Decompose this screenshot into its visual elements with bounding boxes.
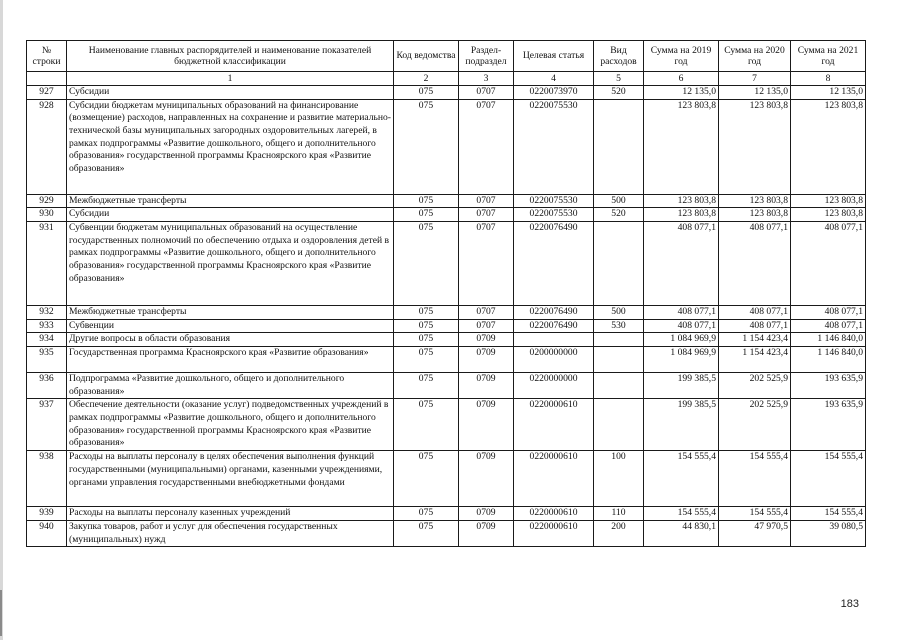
table-row — [27, 221, 866, 305]
header-section: Раздел-подраздел — [459, 41, 514, 72]
row-agency-code: 075 — [394, 346, 459, 372]
table-row — [27, 372, 866, 398]
row-target-item: 0220076490 — [514, 221, 594, 305]
row-name: Расходы на выплаты персоналу в целях обеспечения выполнения функций государственными (муниципальными) органами, казенными учреждениями, органами управления государственными внебюджетными фондами — [67, 451, 394, 507]
row-number: 932 — [27, 305, 67, 319]
row-expense-type — [594, 221, 644, 305]
binding-mark — [0, 590, 2, 636]
column-number-row — [27, 72, 866, 86]
row-number: 929 — [27, 194, 67, 208]
row-amount-2021: 193 635,9 — [791, 372, 866, 398]
row-section: 0709 — [459, 372, 514, 398]
row-section: 0707 — [459, 208, 514, 222]
row-amount-2021: 408 077,1 — [791, 305, 866, 319]
row-expense-type: 200 — [594, 520, 644, 546]
row-amount-2019: 1 084 969,9 — [644, 333, 719, 347]
row-amount-2021: 408 077,1 — [791, 319, 866, 333]
row-name: Закупка товаров, работ и услуг для обеспечения государственных (муниципальных) нужд — [67, 520, 394, 546]
row-agency-code: 075 — [394, 520, 459, 546]
row-target-item: 0220075530 — [514, 194, 594, 208]
row-expense-type: 100 — [594, 451, 644, 507]
row-agency-code: 075 — [394, 86, 459, 100]
row-amount-2019: 199 385,5 — [644, 399, 719, 451]
row-amount-2021: 154 555,4 — [791, 451, 866, 507]
row-target-item: 0220075530 — [514, 99, 594, 194]
row-amount-2019: 44 830,1 — [644, 520, 719, 546]
row-amount-2020: 12 135,0 — [719, 86, 791, 100]
table-row — [27, 399, 866, 451]
row-amount-2021: 408 077,1 — [791, 221, 866, 305]
row-number: 940 — [27, 520, 67, 546]
row-agency-code: 075 — [394, 372, 459, 398]
row-agency-code: 075 — [394, 507, 459, 521]
row-agency-code: 075 — [394, 221, 459, 305]
row-section: 0707 — [459, 99, 514, 194]
row-expense-type: 500 — [594, 305, 644, 319]
row-section: 0709 — [459, 520, 514, 546]
row-amount-2020: 1 154 423,4 — [719, 333, 791, 347]
row-target-item: 0220000610 — [514, 451, 594, 507]
row-amount-2020: 408 077,1 — [719, 221, 791, 305]
row-amount-2019: 408 077,1 — [644, 319, 719, 333]
row-agency-code: 075 — [394, 194, 459, 208]
row-target-item: 0220075530 — [514, 208, 594, 222]
row-target-item: 0220000610 — [514, 507, 594, 521]
table-row — [27, 305, 866, 319]
row-number: 930 — [27, 208, 67, 222]
row-expense-type — [594, 333, 644, 347]
row-section: 0709 — [459, 507, 514, 521]
row-amount-2021: 123 803,8 — [791, 99, 866, 194]
header-expense-type: Вид расходов — [594, 41, 644, 72]
column-number: 2 — [394, 72, 459, 86]
row-target-item: 0220076490 — [514, 319, 594, 333]
column-number: 6 — [644, 72, 719, 86]
row-number: 936 — [27, 372, 67, 398]
budget-table — [26, 40, 866, 547]
column-number: 4 — [514, 72, 594, 86]
row-amount-2020: 123 803,8 — [719, 208, 791, 222]
row-amount-2021: 154 555,4 — [791, 507, 866, 521]
row-amount-2021: 193 635,9 — [791, 399, 866, 451]
column-number: 1 — [67, 72, 394, 86]
row-amount-2020: 408 077,1 — [719, 319, 791, 333]
table-row — [27, 99, 866, 194]
row-agency-code: 075 — [394, 208, 459, 222]
row-name: Субвенции бюджетам муниципальных образований на осуществление государственных полномочий по обеспечению отдыха и оздоровления детей в рамках подпрограммы «Развитие дошкольного, общего и дополнительного образования» государственной программы Красноярского края «Развитие образования» — [67, 221, 394, 305]
row-section: 0709 — [459, 399, 514, 451]
row-amount-2020: 123 803,8 — [719, 194, 791, 208]
row-name: Расходы на выплаты персоналу казенных учреждений — [67, 507, 394, 521]
table-row — [27, 319, 866, 333]
row-number: 927 — [27, 86, 67, 100]
row-number: 935 — [27, 346, 67, 372]
row-target-item: 0220000610 — [514, 399, 594, 451]
row-section: 0707 — [459, 305, 514, 319]
column-number — [27, 72, 67, 86]
row-expense-type — [594, 399, 644, 451]
row-amount-2020: 154 555,4 — [719, 451, 791, 507]
table-row — [27, 451, 866, 507]
row-name: Субвенции — [67, 319, 394, 333]
row-amount-2021: 1 146 840,0 — [791, 333, 866, 347]
row-section: 0707 — [459, 194, 514, 208]
row-name: Государственная программа Красноярского края «Развитие образования» — [67, 346, 394, 372]
row-expense-type: 520 — [594, 208, 644, 222]
row-amount-2021: 123 803,8 — [791, 208, 866, 222]
row-section: 0707 — [459, 86, 514, 100]
row-number: 939 — [27, 507, 67, 521]
column-number: 5 — [594, 72, 644, 86]
row-section: 0709 — [459, 333, 514, 347]
header-target-item: Целевая статья — [514, 41, 594, 72]
row-amount-2021: 12 135,0 — [791, 86, 866, 100]
header-row — [27, 41, 866, 72]
row-amount-2020: 408 077,1 — [719, 305, 791, 319]
row-number: 928 — [27, 99, 67, 194]
row-amount-2021: 1 146 840,0 — [791, 346, 866, 372]
row-target-item: 0220073970 — [514, 86, 594, 100]
column-number: 7 — [719, 72, 791, 86]
row-expense-type — [594, 346, 644, 372]
table-row — [27, 333, 866, 347]
page-left-edge — [0, 0, 3, 640]
row-amount-2019: 154 555,4 — [644, 451, 719, 507]
row-amount-2021: 39 080,5 — [791, 520, 866, 546]
row-number: 938 — [27, 451, 67, 507]
row-number: 931 — [27, 221, 67, 305]
row-amount-2020: 154 555,4 — [719, 507, 791, 521]
row-amount-2019: 408 077,1 — [644, 305, 719, 319]
column-number: 3 — [459, 72, 514, 86]
table-row — [27, 507, 866, 521]
row-amount-2019: 123 803,8 — [644, 208, 719, 222]
row-amount-2019: 123 803,8 — [644, 99, 719, 194]
row-agency-code: 075 — [394, 399, 459, 451]
table-row — [27, 86, 866, 100]
row-amount-2019: 199 385,5 — [644, 372, 719, 398]
row-target-item: 0220000610 — [514, 520, 594, 546]
row-name: Субсидии — [67, 208, 394, 222]
row-name: Межбюджетные трансферты — [67, 194, 394, 208]
row-amount-2021: 123 803,8 — [791, 194, 866, 208]
row-agency-code: 075 — [394, 99, 459, 194]
row-expense-type — [594, 372, 644, 398]
header-row-number: № строки — [27, 41, 67, 72]
row-amount-2020: 47 970,5 — [719, 520, 791, 546]
row-expense-type: 520 — [594, 86, 644, 100]
row-number: 937 — [27, 399, 67, 451]
row-amount-2020: 1 154 423,4 — [719, 346, 791, 372]
row-amount-2019: 408 077,1 — [644, 221, 719, 305]
row-agency-code: 075 — [394, 319, 459, 333]
header-name: Наименование главных распорядителей и наименование показателей бюджетной классификации — [67, 41, 394, 72]
row-section: 0707 — [459, 221, 514, 305]
row-agency-code: 075 — [394, 451, 459, 507]
row-target-item: 0200000000 — [514, 346, 594, 372]
row-amount-2020: 202 525,9 — [719, 372, 791, 398]
row-agency-code: 075 — [394, 333, 459, 347]
row-amount-2019: 123 803,8 — [644, 194, 719, 208]
row-expense-type: 500 — [594, 194, 644, 208]
row-expense-type: 530 — [594, 319, 644, 333]
row-amount-2019: 1 084 969,9 — [644, 346, 719, 372]
row-amount-2019: 154 555,4 — [644, 507, 719, 521]
column-number: 8 — [791, 72, 866, 86]
row-amount-2020: 202 525,9 — [719, 399, 791, 451]
page-number: 183 — [840, 598, 859, 610]
row-number: 933 — [27, 319, 67, 333]
row-name: Обеспечение деятельности (оказание услуг) подведомственных учреждений в рамках подпрограммы «Развитие дошкольного, общего и дополнительного образования» государственной программы Красноярского края «Развитие образования» — [67, 399, 394, 451]
row-amount-2019: 12 135,0 — [644, 86, 719, 100]
row-name: Межбюджетные трансферты — [67, 305, 394, 319]
row-target-item — [514, 333, 594, 347]
table-row — [27, 194, 866, 208]
row-amount-2020: 123 803,8 — [719, 99, 791, 194]
row-target-item: 0220000000 — [514, 372, 594, 398]
row-section: 0707 — [459, 319, 514, 333]
header-amount-2019: Сумма на 2019 год — [644, 41, 719, 72]
header-amount-2021: Сумма на 2021 год — [791, 41, 866, 72]
row-number: 934 — [27, 333, 67, 347]
row-section: 0709 — [459, 451, 514, 507]
row-name: Субсидии — [67, 86, 394, 100]
table-row — [27, 346, 866, 372]
header-agency-code: Код ведомства — [394, 41, 459, 72]
table-row — [27, 520, 866, 546]
header-amount-2020: Сумма на 2020 год — [719, 41, 791, 72]
row-name: Субсидии бюджетам муниципальных образований на финансирование (возмещение) расходов, направленных на сохранение и развитие материально-технической базы муниципальных загородных оздоровительных лагерей, в рамках подпрограммы «Развитие дошкольного, общего и дополнительного образования» государственной программы Красноярского края «Развитие образования» — [67, 99, 394, 194]
row-expense-type — [594, 99, 644, 194]
row-expense-type: 110 — [594, 507, 644, 521]
row-name: Подпрограмма «Развитие дошкольного, общего и дополнительного образования» — [67, 372, 394, 398]
row-agency-code: 075 — [394, 305, 459, 319]
row-target-item: 0220076490 — [514, 305, 594, 319]
row-section: 0709 — [459, 346, 514, 372]
table-row — [27, 208, 866, 222]
row-name: Другие вопросы в области образования — [67, 333, 394, 347]
